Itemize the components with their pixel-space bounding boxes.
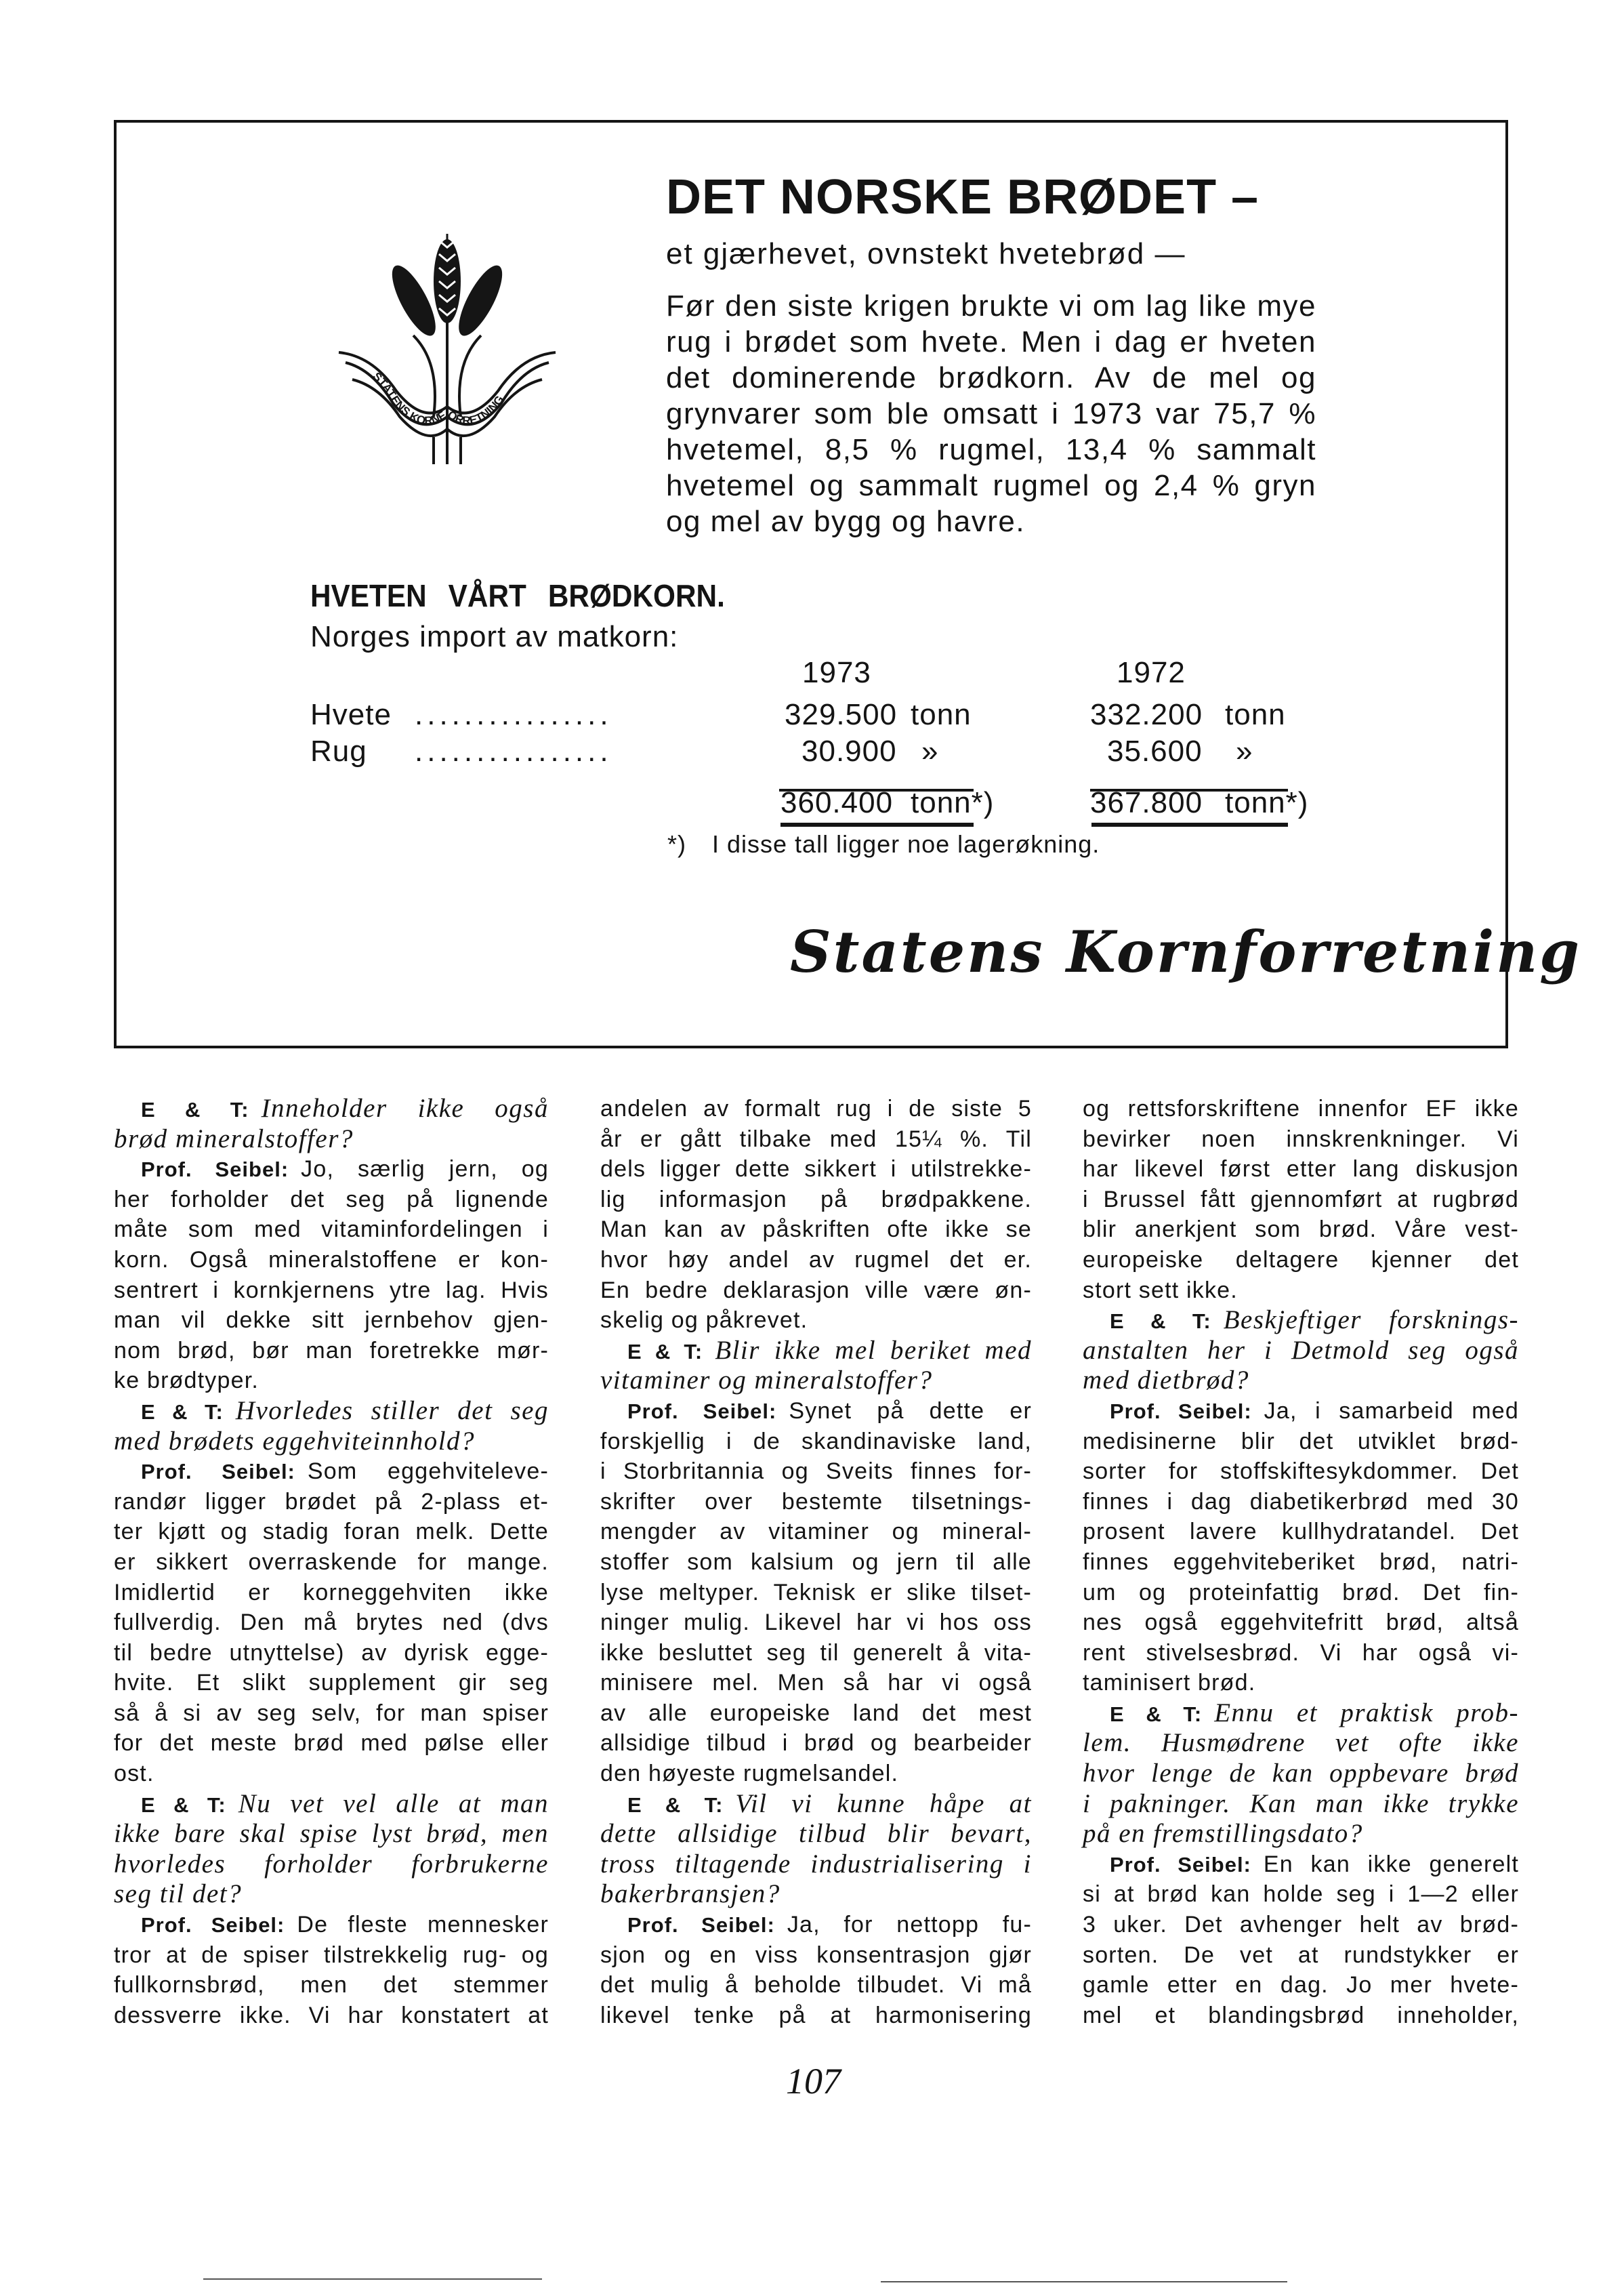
interview-question-line [1083,1698,1519,1729]
line-text: forskjellig i de skandinaviske land, [600,1428,1032,1454]
interview-answer-line [600,1275,1032,1306]
interview-answer-line [1083,1547,1519,1578]
line-text: En kan ikke generelt [1263,1851,1520,1877]
line-text: anstalten her i Detmold seg også [1083,1335,1519,1365]
line-text: Ennu et praktisk prob- [1214,1698,1519,1727]
interview-question-line [600,1366,1032,1396]
line-text: har likevel først etter lang diskusjon [1083,1156,1519,1183]
line-text: likevel tenke på at harmonisering [600,2002,1032,2028]
line-text: bevirker noen innskrenkninger. Vi [1083,1126,1519,1152]
interview-answer-line [600,2001,1032,2031]
interview-question-line [600,1789,1032,1820]
logo-ribbon-text: STATENS KORNFORRETNING [370,369,507,428]
leader-dots: ................ [415,698,612,731]
rug-1972-value: 35.600 [1107,735,1203,768]
interview-question-line [1083,1305,1519,1336]
line-text: hvite. Et slikt supplement gir seg [114,1670,549,1696]
speaker-label: Prof. Seibel: [141,1913,285,1938]
total-1973-unit: tonn*) [911,786,995,819]
line-text: korn. Også mineralstoffene er kon- [114,1246,549,1273]
line-text: nes også eggehvitefritt brød, altså [1083,1610,1519,1636]
line-text: Ja, i samarbeid med [1264,1397,1519,1424]
interview-answer-line [600,1456,1032,1487]
line-text: tross tiltagende industrialisering i [600,1849,1032,1879]
interview-answer-line [1083,1517,1519,1547]
interview-answer-line [114,1517,549,1547]
line-text: med dietbrød? [1083,1366,1249,1395]
line-text: randør ligger brødet på 2-plass et- [114,1488,549,1515]
line-text: si at brød kan holde seg i 1—2 eller [1083,1881,1519,1908]
line-text: ke brødtyper. [114,1368,259,1394]
line-text: ninger mulig. Likevel har vi hos oss [600,1610,1032,1636]
article-column-1 [114,1094,549,2030]
line-text: hvor lenge de kan oppbevare brød [1083,1759,1519,1788]
interview-answer-line [600,1759,1032,1789]
line-text: En bedre deklarasjon ville være øn- [600,1277,1032,1303]
interview-answer-line [114,1668,549,1698]
page-number: 107 [786,2061,841,2102]
interview-question-line [1083,1336,1519,1366]
speaker-label: Prof. Seibel: [627,1399,777,1423]
line-text: Beskjeftiger forsknings- [1223,1305,1519,1335]
line-text: Vil vi kunne håpe at [735,1788,1032,1818]
line-text: ost. [114,1761,154,1787]
interview-answer-line [1083,1668,1519,1698]
line-text: prosent lavere kullhydratandel. Det [1083,1519,1519,1545]
interview-answer-line [114,2001,549,2031]
line-text: lig informasjon på brødpakkene. [600,1186,1032,1212]
line-text: så å si av seg selv, for man spiser [114,1700,549,1726]
hvete-1972-unit: tonn [1225,698,1286,731]
interview-question-line [114,1789,549,1820]
interview-question-line [1083,1759,1519,1789]
line-text: ikke bare skal spise lyst brød, men [114,1819,549,1849]
interview-answer-line [114,1366,549,1396]
interview-answer-line [114,1638,549,1668]
line-text: Hvorledes stiller det seg [235,1395,549,1425]
line-text: Man kan av påskriften ofte ikke se [600,1216,1032,1243]
interview-answer-line [600,1154,1032,1185]
line-text: sjon og en viss konsentrasjon gjør [600,1942,1032,1968]
interview-answer-line [600,1396,1032,1427]
interview-answer-line [1083,1094,1519,1124]
interview-answer-line [600,1305,1032,1336]
line-text: i Brussel fått gjennomført at rugbrød [1083,1186,1519,1212]
line-text: det mulig å beholde tilbudet. Vi må [600,1972,1032,1998]
line-text: ter kjøtt og stadig foran melk. Dette [114,1519,549,1545]
line-text: sorter for stoffskiftesykdommer. Det [1083,1458,1519,1485]
interview-answer-line [600,1940,1032,1971]
line-text: dette allsidige tilbud blir bevart, [600,1819,1032,1849]
line-text: brød mineralstoffer? [114,1124,354,1153]
interview-question-line [600,1819,1032,1849]
interview-answer-line [114,1336,549,1366]
line-text: til bedre utnyttelse) av dyrisk egge- [114,1639,549,1666]
scan-edge-mark [881,2281,1287,2282]
line-text: skelig og påkrevet. [600,1307,808,1334]
line-text: dessverre ikke. Vi har konstatert at [114,2002,549,2028]
line-text: Jo, særlig jern, og [301,1156,549,1183]
interview-question-line [114,1849,549,1880]
speaker-label: E & T: [141,1792,226,1817]
speaker-label: Prof. Seibel: [141,1460,295,1484]
interview-question-line [1083,1366,1519,1396]
speaker-label: Prof. Seibel: [141,1157,289,1182]
table-subheading: Norges import av matkorn: [310,620,679,653]
blackletter-signature: Statens Kornforretning [790,918,1581,985]
speaker-label: E & T: [1110,1309,1211,1334]
interview-question-line [114,1124,549,1155]
interview-answer-line [1083,2001,1519,2031]
interview-answer-line [114,1487,549,1517]
interview-answer-line [600,1124,1032,1155]
line-text: dels ligger dette sikkert i utilstrekke- [600,1156,1032,1183]
interview-answer-line [1083,1910,1519,1940]
interview-question-line [114,1819,549,1849]
line-text: Ja, for nettopp fu- [787,1912,1032,1938]
line-text: stort sett ikke. [1083,1277,1238,1303]
interview-answer-line [114,1910,549,1940]
interview-answer-line [600,1698,1032,1729]
interview-question-line [1083,1819,1519,1849]
interview-answer-line [114,1759,549,1789]
row-label-hvete: Hvete [310,698,392,731]
line-text: fullverdig. Den må brytes ned (dvs [114,1610,549,1636]
year-header-1972: 1972 [1117,656,1186,689]
line-text: av alle europeiske land det mest [600,1700,1032,1726]
line-text: i Storbritannia og Sveits finnes for- [600,1458,1032,1485]
line-text: på en fremstillingsdato? [1083,1819,1363,1849]
interview-answer-line [600,1094,1032,1124]
speaker-label: E & T: [141,1399,224,1424]
interview-answer-line [1083,1427,1519,1457]
line-text: mengder av vitaminer og mineral- [600,1519,1032,1545]
line-text: hvorledes forholder forbrukerne [114,1849,549,1879]
line-text: her forholder det seg på lignende [114,1186,549,1212]
speaker-label: Prof. Seibel: [1110,1852,1251,1877]
line-text: Imidlertid er korneggehviten ikke [114,1579,549,1605]
interview-answer-line [1083,1396,1519,1427]
interview-answer-line [600,1668,1032,1698]
interview-answer-line [114,1185,549,1215]
total-double-rule [1091,823,1288,827]
intro-line: hvetemel, 8,5 % rugmel, 13,4 % sammalt [666,433,1316,466]
interview-answer-line [114,1245,549,1275]
interview-answer-line [1083,1487,1519,1517]
interview-answer-line [1083,1214,1519,1245]
intro-paragraph [666,288,1316,539]
line-text: lem. Husmødrene vet ofte ikke [1083,1728,1519,1758]
total-double-rule [780,823,974,827]
hvete-1973-value: 329.500 [785,698,898,731]
line-text: seg til det? [114,1879,243,1909]
line-text: 3 uker. Det avhenger helt av brød- [1083,1912,1519,1938]
line-text: med brødets eggehviteinnhold? [114,1426,476,1456]
hvete-1972-value: 332.200 [1090,698,1203,731]
leader-dots: ................ [415,735,612,768]
line-text: allsidige tilbud i brød og bearbeider [600,1730,1032,1757]
interview-answer-line [114,1970,549,2001]
rug-1973-value: 30.900 [802,735,897,768]
interview-answer-line [114,1547,549,1578]
interview-question-line [114,1427,549,1457]
line-text: fullkornsbrød, men det stemmer [114,1972,549,1998]
line-text: stoffer som kalsium og jern til alle [600,1549,1032,1575]
interview-answer-line [1083,1456,1519,1487]
line-text: finnes eggehviteberiket brød, natri- [1083,1549,1519,1575]
line-text: skrifter over bestemte tilsetnings- [600,1488,1032,1515]
line-text: taminisert brød. [1083,1670,1256,1696]
interview-answer-line [114,1305,549,1336]
interview-answer-line [600,1427,1032,1457]
interview-answer-line [1083,1154,1519,1185]
interview-answer-line [600,1970,1032,2001]
line-text: man vil dekke sitt jernbehov gjen- [114,1307,549,1334]
interview-question-line [600,1336,1032,1366]
line-text: Synet på dette er [789,1397,1032,1424]
speaker-label: Prof. Seibel: [1110,1399,1252,1423]
interview-answer-line [600,1245,1032,1275]
year-header-1973: 1973 [802,656,871,689]
wheat-logo-icon [332,213,562,468]
line-text: sorten. De vet at rundstykker er [1083,1942,1519,1968]
line-text: vitaminer og mineralstoffer? [600,1366,933,1395]
line-text: gamle etter en dag. Jo mer hvete- [1083,1972,1519,1998]
line-text: for det meste brød med pølse eller [114,1730,549,1757]
rug-1973-unit: » [921,735,939,768]
interview-question-line [600,1849,1032,1880]
rug-1972-unit: » [1236,735,1253,768]
interview-answer-line [114,1214,549,1245]
footnote-mark: *) [667,830,686,858]
interview-answer-line [114,1607,549,1638]
line-text: år er gått tilbake med 15¼ %. Til [600,1126,1032,1152]
interview-question-line [114,1094,549,1124]
line-text: blir anerkjent som brød. Våre vest- [1083,1216,1519,1243]
line-text: andelen av formalt rug i de siste 5 [600,1096,1032,1122]
intro-line: grynvarer som ble omsatt i 1973 var 75,7 % [666,397,1316,430]
line-text: europeiske deltagere kjenner det [1083,1246,1519,1273]
speaker-label: E & T: [627,1792,724,1817]
interview-answer-line [1083,1275,1519,1306]
interview-answer-line [600,1185,1032,1215]
line-text: ikke besluttet seg til generelt å vita- [600,1639,1032,1666]
line-text: tror at de spiser tilstrekkelig rug- og [114,1942,549,1968]
interview-answer-line [1083,1185,1519,1215]
interview-question-line [114,1879,549,1910]
interview-answer-line [600,1214,1032,1245]
interview-answer-line [1083,1124,1519,1155]
interview-answer-line [114,1275,549,1306]
interview-answer-line [114,1456,549,1487]
interview-answer-line [1083,1638,1519,1668]
total-1973-value: 360.400 [780,786,894,819]
interview-answer-line [600,1547,1032,1578]
interview-answer-line [114,1940,549,1971]
interview-question-line [1083,1728,1519,1759]
interview-answer-line [600,1487,1032,1517]
interview-question-line [1083,1789,1519,1820]
speaker-label: E & T: [627,1339,703,1364]
speaker-label: E & T: [1110,1702,1203,1726]
footnote-text: I disse tall ligger noe lagerøkning. [712,830,1100,858]
line-text: finnes i dag diabetikerbrød med 30 [1083,1488,1519,1515]
row-label-rug: Rug [310,735,367,768]
line-text: um og proteinfattig brød. Det fin- [1083,1579,1519,1605]
interview-answer-line [600,1638,1032,1668]
line-text: Som eggehviteleve- [307,1458,549,1485]
hvete-1973-unit: tonn [911,698,972,731]
total-1972-value: 367.800 [1090,786,1203,819]
line-text: bakerbransjen? [600,1879,780,1909]
line-text: hvor høy andel av rugmel det er. [600,1246,1032,1273]
table-footnote [667,830,1100,859]
speaker-label: E & T: [141,1098,249,1122]
line-text: rent stivelsesbrød. Vi har også vi- [1083,1639,1519,1666]
line-text: i pakninger. Kan man ikke trykke [1083,1788,1519,1818]
line-text: Inneholder ikke også [261,1094,549,1123]
interview-answer-line [1083,1578,1519,1608]
interview-answer-line [1083,1245,1519,1275]
interview-answer-line [114,1698,549,1729]
line-text: lyse meltyper. Teknisk er slike tilset- [600,1579,1032,1605]
interview-answer-line [600,1578,1032,1608]
speaker-label: Prof. Seibel: [627,1913,775,1938]
article-column-2 [600,1094,1032,2030]
line-text: medisinerne blir det utviklet brød- [1083,1428,1519,1454]
intro-line: det dominerende brødkorn. Av de mel og [666,361,1316,394]
interview-answer-line [1083,1970,1519,2001]
intro-line: rug i brødet som hvete. Men i dag er hveten [666,325,1316,358]
article-title: DET NORSKE BRØDET – [666,170,1260,224]
article-column-3 [1083,1094,1519,2030]
interview-answer-line [114,1154,549,1185]
scan-edge-mark [203,2278,542,2280]
intro-line: hvetemel og sammalt rugmel og 2,4 % gryn [666,469,1316,502]
line-text: og rettsforskriftene innenfor EF ikke [1083,1096,1519,1122]
line-text: minisere mel. Men så har vi også [600,1670,1032,1696]
interview-answer-line [114,1728,549,1759]
interview-question-line [600,1879,1032,1910]
line-text: måte som med vitaminfordelingen i [114,1216,549,1243]
line-text: nom brød, bør man foretrekke mør- [114,1337,549,1364]
line-text: De fleste mennesker [297,1912,549,1938]
line-text: Blir ikke mel beriket med [715,1335,1032,1365]
interview-answer-line [600,1728,1032,1759]
interview-answer-line [600,1607,1032,1638]
interview-answer-line [114,1578,549,1608]
intro-line: Før den siste krigen brukte vi om lag like mye [666,289,1316,323]
line-text: Nu vet vel alle at man [238,1788,549,1818]
interview-answer-line [1083,1849,1519,1880]
interview-answer-line [600,1910,1032,1940]
article-subtitle: et gjærhevet, ovnstekt hvetebrød — [666,237,1186,270]
interview-answer-line [1083,1879,1519,1910]
interview-answer-line [1083,1940,1519,1971]
line-text: sentrert i kornkjernens ytre lag. Hvis [114,1277,549,1303]
line-text: er sikkert overraskende for mange. [114,1549,549,1575]
total-1972-unit: tonn*) [1225,786,1309,819]
intro-line: og mel av bygg og havre. [666,505,1026,538]
interview-answer-line [600,1517,1032,1547]
interview-answer-line [1083,1607,1519,1638]
interview-question-line [114,1396,549,1427]
line-text: mel et blandingsbrød inneholder, [1083,2002,1519,2028]
line-text: den høyeste rugmelsandel. [600,1761,899,1787]
table-heading: HVETEN VÅRT BRØDKORN. [310,578,725,613]
